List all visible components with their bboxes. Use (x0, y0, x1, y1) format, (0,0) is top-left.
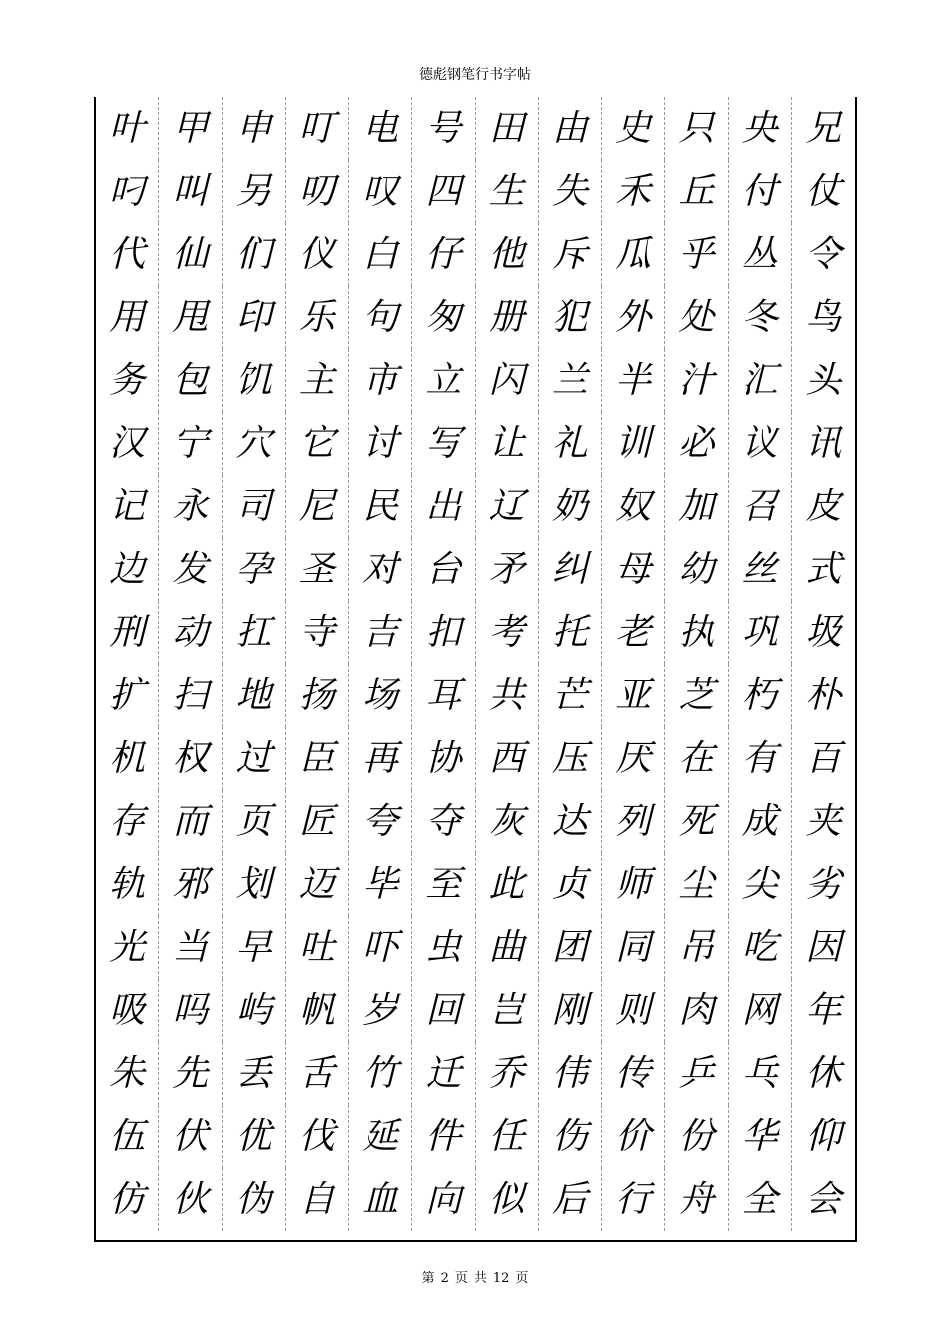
character-cell: 吗 (159, 979, 222, 1042)
character-cell: 亚 (602, 664, 665, 727)
character-cell: 迈 (286, 853, 349, 916)
character-cell: 吊 (665, 916, 728, 979)
character-cell: 电 (349, 97, 412, 160)
character-cell: 由 (539, 97, 602, 160)
character-cell: 页 (223, 790, 286, 853)
character-cell: 当 (159, 916, 222, 979)
character-cell: 兄 (805, 107, 842, 149)
character-cell: 史 (602, 97, 665, 160)
character-cell: 全 (729, 1168, 792, 1231)
character-cell: 回 (412, 979, 475, 1042)
character-cell: 件 (412, 1105, 475, 1168)
character-cell: 此 (476, 853, 539, 916)
character-cell: 失 (539, 160, 602, 223)
character-cell: 光 (96, 916, 159, 979)
character-cell: 吉 (349, 601, 412, 664)
character-cell: 伪 (223, 1168, 286, 1231)
grid-row (96, 790, 855, 853)
character-cell: 夺 (412, 790, 475, 853)
character-cell: 匆 (412, 286, 475, 349)
character-cell: 对 (349, 538, 412, 601)
character-cell: 兰 (539, 349, 602, 412)
character-cell: 边 (96, 538, 159, 601)
character-cell: 芝 (665, 664, 728, 727)
character-cell: 乓 (729, 1042, 792, 1105)
character-cell: 乔 (476, 1042, 539, 1105)
character-cell: 付 (729, 160, 792, 223)
grid-row (96, 1105, 855, 1168)
character-cell: 记 (96, 475, 159, 538)
character-cell: 列 (602, 790, 665, 853)
character-cell: 岂 (476, 979, 539, 1042)
character-cell: 百 (805, 737, 842, 779)
character-cell: 禾 (602, 160, 665, 223)
character-cell: 召 (729, 475, 792, 538)
character-cell: 尖 (729, 853, 792, 916)
character-cell: 圾 (805, 611, 842, 653)
character-cell: 们 (223, 223, 286, 286)
character-cell: 甲 (159, 97, 222, 160)
character-cell: 穴 (223, 412, 286, 475)
page-label: 第 (421, 1271, 435, 1286)
character-cell: 舟 (665, 1168, 728, 1231)
character-cell: 汉 (96, 412, 159, 475)
character-cell: 加 (665, 475, 728, 538)
character-cell: 伙 (159, 1168, 222, 1231)
character-cell: 夹 (805, 800, 842, 842)
character-cell: 饥 (223, 349, 286, 412)
character-cell: 犯 (539, 286, 602, 349)
character-cell: 吸 (96, 979, 159, 1042)
character-cell: 协 (412, 727, 475, 790)
character-cell: 而 (159, 790, 222, 853)
character-cell: 在 (665, 727, 728, 790)
character-cell: 汁 (665, 349, 728, 412)
character-cell: 斥 (539, 223, 602, 286)
character-cell: 刚 (539, 979, 602, 1042)
character-cell: 伍 (96, 1105, 159, 1168)
character-cell: 闪 (476, 349, 539, 412)
character-cell: 丘 (665, 160, 728, 223)
character-cell: 划 (223, 853, 286, 916)
character-cell: 灰 (476, 790, 539, 853)
total-label: 共 (473, 1271, 487, 1286)
character-cell: 主 (286, 349, 349, 412)
character-cell: 宁 (159, 412, 222, 475)
grid-row (96, 727, 855, 790)
character-cell: 乐 (286, 286, 349, 349)
character-cell: 向 (412, 1168, 475, 1231)
character-cell: 仗 (805, 170, 842, 212)
character-cell: 外 (602, 286, 665, 349)
character-cell: 它 (286, 412, 349, 475)
character-cell: 团 (539, 916, 602, 979)
character-cell: 仙 (159, 223, 222, 286)
character-cell: 扫 (159, 664, 222, 727)
total-pages: 12 (492, 1271, 510, 1286)
character-cell: 岁 (349, 979, 412, 1042)
character-cell: 用 (96, 286, 159, 349)
grid-row (96, 916, 855, 979)
character-cell: 肉 (665, 979, 728, 1042)
character-cell: 奶 (539, 475, 602, 538)
grid-row (96, 664, 855, 727)
character-cell: 田 (476, 97, 539, 160)
character-cell: 延 (349, 1105, 412, 1168)
character-cell: 叹 (349, 160, 412, 223)
character-cell: 矛 (476, 538, 539, 601)
character-cell: 母 (602, 538, 665, 601)
character-cell: 出 (412, 475, 475, 538)
character-cell: 轨 (96, 853, 159, 916)
character-cell: 似 (476, 1168, 539, 1231)
character-cell: 立 (412, 349, 475, 412)
character-cell: 帆 (286, 979, 349, 1042)
character-cell: 册 (476, 286, 539, 349)
character-cell: 地 (223, 664, 286, 727)
character-cell: 巩 (729, 601, 792, 664)
character-cell: 只 (665, 97, 728, 160)
character-cell: 则 (602, 979, 665, 1042)
page-number: 2 (440, 1271, 449, 1286)
character-cell: 议 (729, 412, 792, 475)
character-cell: 劣 (805, 863, 842, 905)
character-cell: 成 (729, 790, 792, 853)
character-cell: 华 (729, 1105, 792, 1168)
character-cell: 耳 (412, 664, 475, 727)
character-cell: 孕 (223, 538, 286, 601)
character-cell: 竹 (349, 1042, 412, 1105)
character-cell: 因 (805, 926, 842, 968)
grid-row (96, 160, 855, 223)
character-cell: 辽 (476, 475, 539, 538)
character-cell: 血 (349, 1168, 412, 1231)
grid-row (96, 349, 855, 412)
character-cell: 另 (223, 160, 286, 223)
grid-row (96, 538, 855, 601)
character-cell: 半 (602, 349, 665, 412)
character-cell: 奴 (602, 475, 665, 538)
character-cell: 让 (476, 412, 539, 475)
character-cell: 臣 (286, 727, 349, 790)
character-cell: 台 (412, 538, 475, 601)
character-cell: 伐 (286, 1105, 349, 1168)
character-cell: 曲 (476, 916, 539, 979)
character-cell: 有 (729, 727, 792, 790)
character-cell: 叫 (159, 160, 222, 223)
character-cell: 仿 (96, 1168, 159, 1231)
character-cell: 年 (805, 989, 842, 1031)
grid-row (96, 223, 855, 286)
character-cell: 吓 (349, 916, 412, 979)
character-cell: 丛 (729, 223, 792, 286)
character-cell: 市 (349, 349, 412, 412)
character-cell: 式 (805, 548, 842, 590)
character-cell: 存 (96, 790, 159, 853)
character-cell: 毕 (349, 853, 412, 916)
character-cell: 动 (159, 601, 222, 664)
character-cell: 皮 (805, 485, 842, 527)
character-cell: 乎 (665, 223, 728, 286)
character-cell: 邪 (159, 853, 222, 916)
character-cell: 屿 (223, 979, 286, 1042)
character-cell: 尘 (665, 853, 728, 916)
character-cell: 扬 (286, 664, 349, 727)
character-cell: 头 (805, 359, 842, 401)
character-cell: 印 (223, 286, 286, 349)
character-cell: 任 (476, 1105, 539, 1168)
character-cell: 冬 (729, 286, 792, 349)
character-cell: 瓜 (602, 223, 665, 286)
character-cell: 老 (602, 601, 665, 664)
grid-row (96, 286, 855, 349)
character-cell: 号 (412, 97, 475, 160)
character-cell: 网 (729, 979, 792, 1042)
character-cell: 生 (476, 160, 539, 223)
character-cell: 甩 (159, 286, 222, 349)
character-cell: 刑 (96, 601, 159, 664)
character-cell: 必 (665, 412, 728, 475)
character-cell: 伟 (539, 1042, 602, 1105)
character-cell: 央 (729, 97, 792, 160)
character-cell: 休 (805, 1052, 842, 1094)
character-cell: 价 (602, 1105, 665, 1168)
character-cell: 至 (412, 853, 475, 916)
character-cell: 机 (96, 727, 159, 790)
character-cell: 压 (539, 727, 602, 790)
character-cell: 再 (349, 727, 412, 790)
character-cell: 幼 (665, 538, 728, 601)
character-cell: 自 (286, 1168, 349, 1231)
grid-row (96, 979, 855, 1042)
character-cell: 句 (349, 286, 412, 349)
total-unit: 页 (515, 1271, 529, 1286)
character-cell: 司 (223, 475, 286, 538)
character-cell: 匠 (286, 790, 349, 853)
character-cell: 师 (602, 853, 665, 916)
character-cell: 叮 (286, 97, 349, 160)
character-cell: 伏 (159, 1105, 222, 1168)
grid-row (96, 1168, 855, 1231)
character-cell: 伤 (539, 1105, 602, 1168)
character-cell: 厌 (602, 727, 665, 790)
page-footer (0, 1267, 950, 1286)
character-cell: 朱 (96, 1042, 159, 1105)
character-cell: 仔 (412, 223, 475, 286)
grid-row (96, 475, 855, 538)
character-cell: 发 (159, 538, 222, 601)
character-cell: 白 (349, 223, 412, 286)
character-cell: 训 (602, 412, 665, 475)
character-cell: 传 (602, 1042, 665, 1105)
character-cell: 务 (96, 349, 159, 412)
character-cell: 朽 (729, 664, 792, 727)
character-cell: 乒 (665, 1042, 728, 1105)
page-title: 德彪钢笔行书字帖 (419, 67, 531, 83)
character-cell: 考 (476, 601, 539, 664)
character-cell: 包 (159, 349, 222, 412)
character-cell: 鸟 (805, 296, 842, 338)
character-cell: 托 (539, 601, 602, 664)
character-cell: 贞 (539, 853, 602, 916)
character-cell: 夸 (349, 790, 412, 853)
character-cell: 份 (665, 1105, 728, 1168)
character-cell: 优 (223, 1105, 286, 1168)
character-cell: 处 (665, 286, 728, 349)
character-cell: 讯 (805, 422, 842, 464)
character-cell: 写 (412, 412, 475, 475)
character-cell: 叼 (96, 160, 159, 223)
character-cell: 永 (159, 475, 222, 538)
character-cell: 先 (159, 1042, 222, 1105)
character-cell: 早 (223, 916, 286, 979)
character-cell: 西 (476, 727, 539, 790)
character-cell: 舌 (286, 1042, 349, 1105)
character-cell: 死 (665, 790, 728, 853)
character-grid (94, 97, 857, 1242)
character-cell: 共 (476, 664, 539, 727)
character-cell: 汇 (729, 349, 792, 412)
character-cell: 叨 (286, 160, 349, 223)
character-cell: 芒 (539, 664, 602, 727)
character-cell: 丝 (729, 538, 792, 601)
character-cell: 仪 (286, 223, 349, 286)
character-cell: 扛 (223, 601, 286, 664)
character-cell: 民 (349, 475, 412, 538)
character-cell: 过 (223, 727, 286, 790)
character-cell: 权 (159, 727, 222, 790)
character-cell: 吐 (286, 916, 349, 979)
character-cell: 礼 (539, 412, 602, 475)
character-cell: 圣 (286, 538, 349, 601)
character-cell: 朴 (805, 674, 842, 716)
character-cell: 会 (805, 1178, 842, 1220)
character-cell: 尼 (286, 475, 349, 538)
grid-row (96, 97, 855, 160)
character-cell: 达 (539, 790, 602, 853)
character-cell: 吃 (729, 916, 792, 979)
character-cell: 虫 (412, 916, 475, 979)
page-unit: 页 (454, 1271, 468, 1286)
character-cell: 申 (223, 97, 286, 160)
grid-row (96, 853, 855, 916)
grid-row (96, 1042, 855, 1105)
character-cell: 代 (96, 223, 159, 286)
character-cell: 后 (539, 1168, 602, 1231)
character-cell: 行 (602, 1168, 665, 1231)
character-cell: 丢 (223, 1042, 286, 1105)
character-cell: 执 (665, 601, 728, 664)
character-cell: 四 (412, 160, 475, 223)
character-cell: 他 (476, 223, 539, 286)
character-cell: 讨 (349, 412, 412, 475)
character-cell: 寺 (286, 601, 349, 664)
character-cell: 同 (602, 916, 665, 979)
character-cell: 仰 (805, 1115, 842, 1157)
character-cell: 场 (349, 664, 412, 727)
character-cell: 扩 (96, 664, 159, 727)
grid-row (96, 412, 855, 475)
character-cell: 纠 (539, 538, 602, 601)
character-cell: 令 (805, 233, 842, 275)
grid-row (96, 601, 855, 664)
character-cell: 扣 (412, 601, 475, 664)
character-cell: 迁 (412, 1042, 475, 1105)
character-cell: 叶 (96, 97, 159, 160)
